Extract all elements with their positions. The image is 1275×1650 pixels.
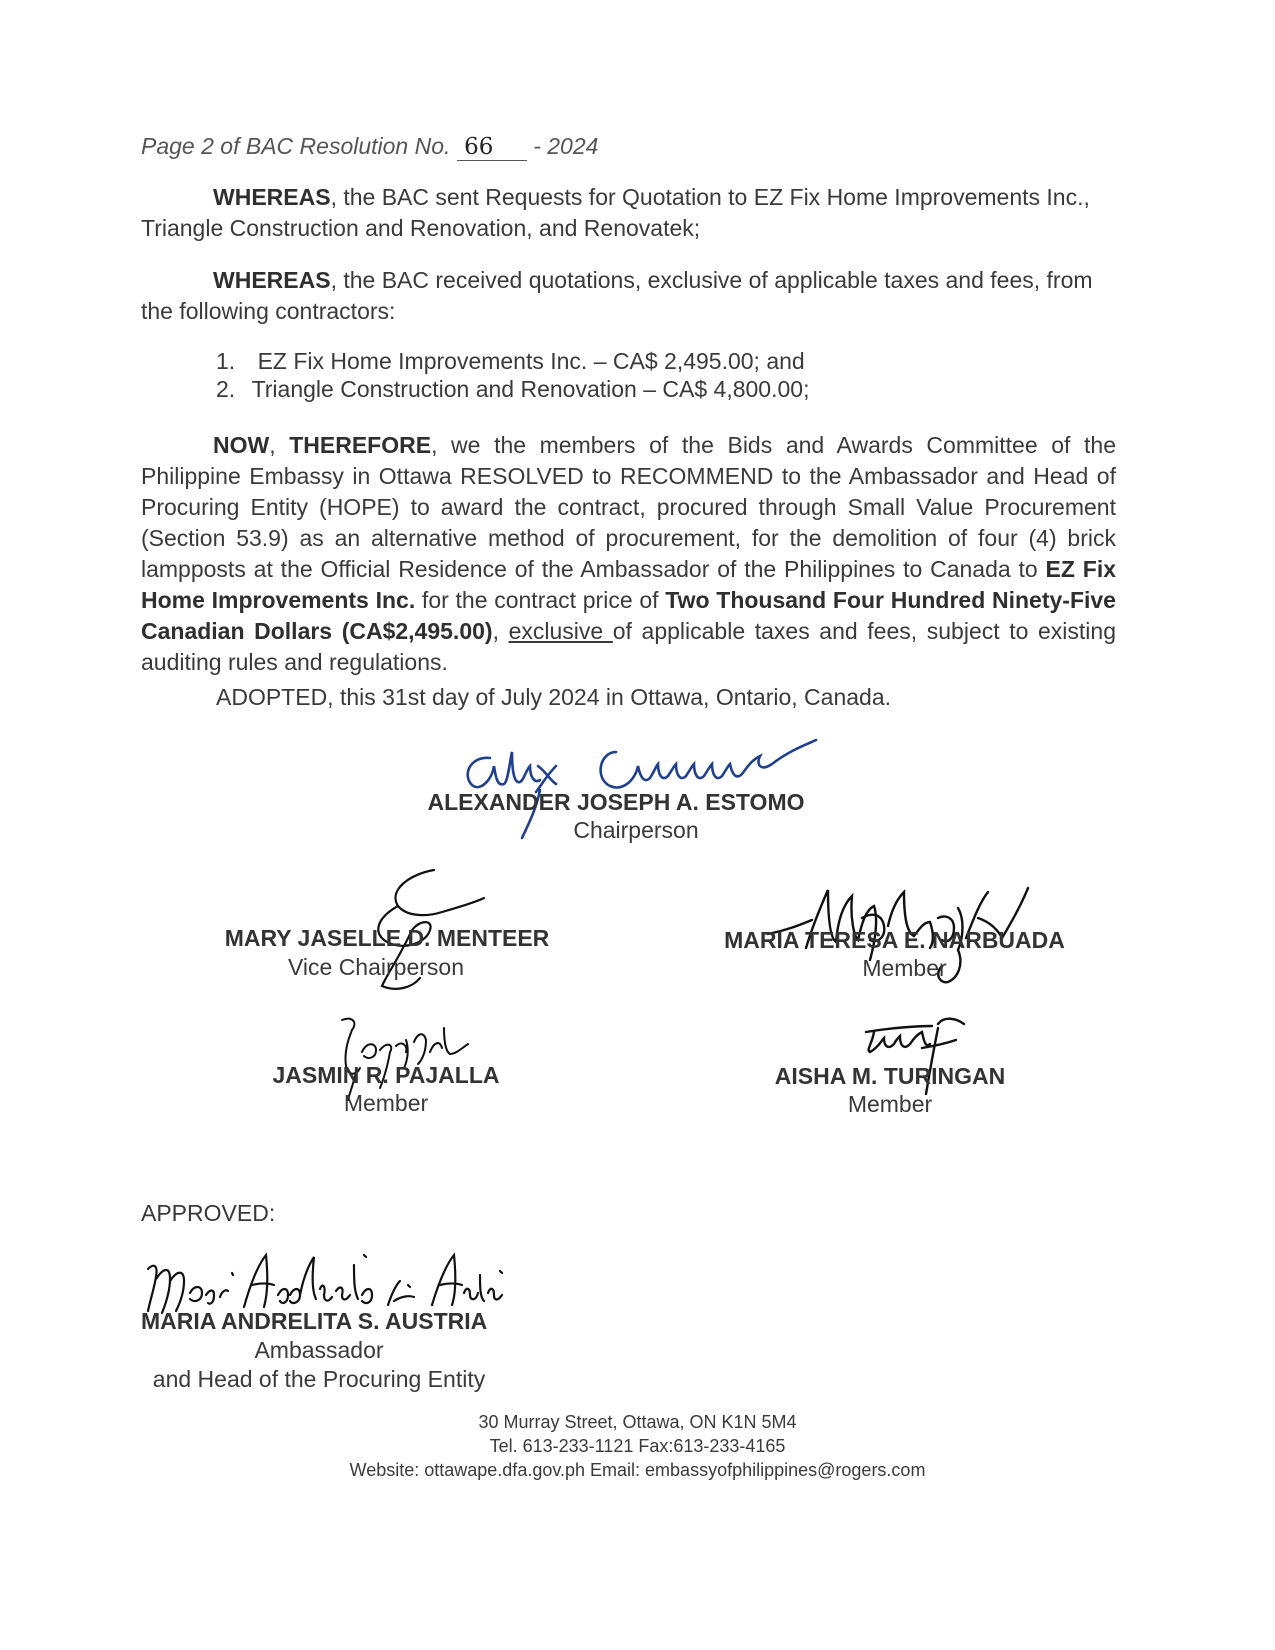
whereas-paragraph-1 [141, 182, 1116, 244]
page-header [141, 133, 598, 161]
vice-chair-name: MARY JASELLE D. MENTEER [224, 925, 550, 951]
contract-price: Two Thousand Four Hundred Ninety-Five Canadian Dollars (CA$2,495.00) [141, 587, 1116, 644]
footer-web-email: Website: ottawape.dfa.gov.ph Email: embassyofphilippines@rogers.com [349, 1460, 926, 1480]
vice-chair-role: Vice Chairperson [287, 954, 464, 980]
exclusive-underlined: exclusive [508, 618, 613, 644]
list-number: 1. [216, 348, 236, 374]
resolution-text: of applicable taxes and fees, subject to existing auditing rules and regulations. [141, 618, 1116, 675]
member2-name: JASMIN R. PAJALLA [272, 1062, 500, 1088]
approver-role-1: Ambassador [254, 1337, 384, 1363]
header-suffix: - 2024 [533, 133, 599, 159]
quotation-item-1 [216, 348, 805, 375]
header-prefix: Page 2 of BAC Resolution No. [141, 133, 451, 159]
separator: , [492, 618, 509, 644]
adopted-line: ADOPTED, this 31st day of July 2024 in Ottawa, Ontario, Canada. [216, 684, 891, 710]
list-number: 2. [216, 376, 236, 402]
approved-label: APPROVED: [141, 1200, 276, 1226]
member3-name: AISHA M. TURINGAN [774, 1063, 1006, 1089]
member1-role: Member [862, 955, 947, 981]
now-lead: NOW [213, 432, 270, 458]
footer-address: 30 Murray Street, Ottawa, ON K1N 5M4 [478, 1412, 797, 1432]
whereas-paragraph-2 [141, 265, 1116, 327]
resolution-text: , we the members of the Bids and Awards Committee of the Philippine Embassy in Ottawa RESOLVED to RECOMMEND to the Ambassador and Head of Procuring Entity (HOPE) to award the contract, procured through Small Value Procurement (Section 53.9) as an alternative method of procurement, for the demolition of four (4) brick lampposts at the Official Residence of the Ambassador of the Philippines to Canada to [141, 432, 1116, 582]
approver-name: MARIA ANDRELITA S. AUSTRIA [141, 1308, 488, 1334]
whereas-lead: WHEREAS [213, 267, 331, 293]
whereas-lead: WHEREAS [213, 184, 331, 210]
approver-role-2: and Head of the Procuring Entity [152, 1366, 486, 1392]
chair-name: ALEXANDER JOSEPH A. ESTOMO [427, 789, 805, 815]
member1-name: MARIA TERESA E. NARBUADA [724, 927, 1065, 953]
whereas-text: , the BAC sent Requests for Quotation to EZ Fix Home Improvements Inc., Triangle Construction and Renovation, and Renovatek; [141, 184, 1090, 241]
resolution-number: 66 [457, 134, 527, 161]
whereas-text: , the BAC received quotations, exclusive of applicable taxes and fees, from the following contractors: [141, 267, 1093, 324]
member3-role: Member [847, 1091, 933, 1117]
list-text: EZ Fix Home Improvements Inc. – CA$ 2,495.00; and [257, 348, 805, 374]
therefore-lead: THEREFORE [289, 432, 432, 458]
member2-role: Member [343, 1090, 429, 1116]
list-text: Triangle Construction and Renovation – CA$ 4,800.00; [251, 376, 810, 402]
contractor-name: EZ Fix Home Improvements Inc. [141, 556, 1117, 613]
separator: , [269, 432, 290, 458]
resolution-paragraph [141, 430, 1116, 678]
chair-role: Chairperson [573, 817, 699, 843]
quotation-item-2 [216, 376, 809, 403]
resolution-text: for the contract price of [415, 587, 666, 613]
footer-phone: Tel. 613-233-1121 Fax:613-233-4165 [489, 1436, 786, 1456]
